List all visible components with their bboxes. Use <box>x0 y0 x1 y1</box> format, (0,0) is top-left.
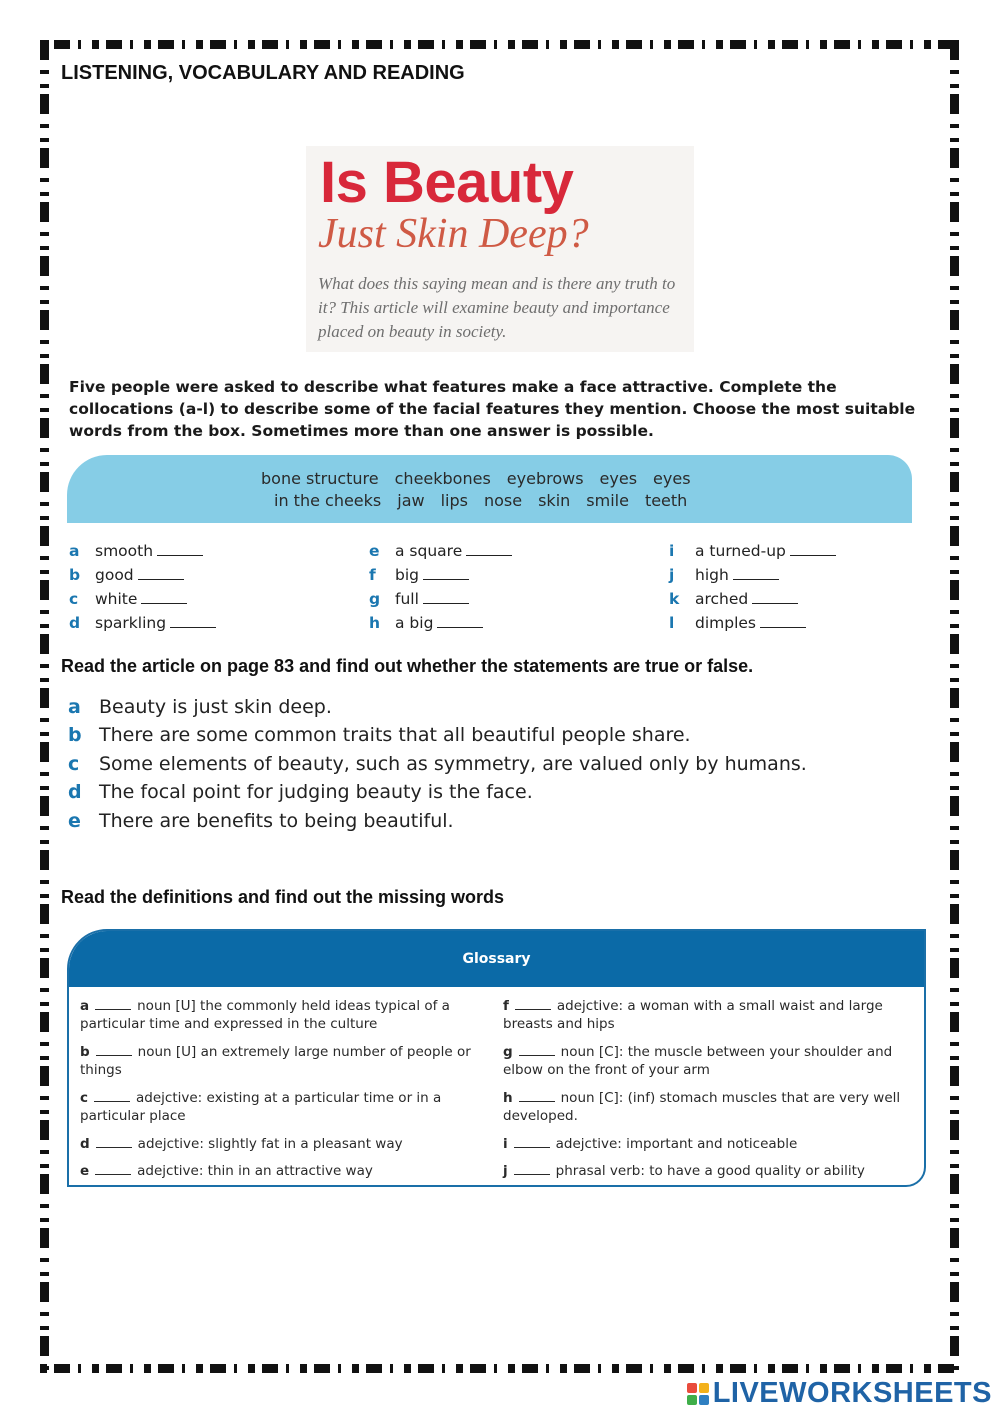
collocation-item: b good <box>69 564 184 586</box>
logo-tile <box>687 1395 697 1405</box>
answer-blank[interactable] <box>170 613 216 628</box>
word-box-word: smile <box>586 491 629 510</box>
answer-blank[interactable] <box>760 613 806 628</box>
answer-blank[interactable] <box>95 998 131 1010</box>
glossary-item: a noun [U] the commonly held ideas typical of a particular time and expressed in the culture <box>80 998 450 1032</box>
answer-blank[interactable] <box>96 1136 132 1148</box>
frame-right-border <box>950 40 959 1370</box>
answer-blank[interactable] <box>157 541 203 556</box>
glossary-item: c adejctive: existing at a particular time or in a particular place <box>80 1090 442 1124</box>
collocation-item: f big <box>369 564 469 586</box>
collocation-item: g full <box>369 588 469 610</box>
collocation-item: a smooth <box>69 540 203 562</box>
statement-item: c Some elements of beauty, such as symmetry, are valued only by humans. <box>68 753 807 775</box>
answer-blank[interactable] <box>138 565 184 580</box>
article-intro: What does this saying mean and is there any truth to it? This article will examine beauty and importance placed on beauty in society. <box>318 274 676 341</box>
answer-blank[interactable] <box>514 1136 550 1148</box>
answer-blank[interactable] <box>519 1044 555 1056</box>
word-box-word: jaw <box>397 491 425 510</box>
frame-left-border <box>40 40 49 1370</box>
glossary-box <box>67 929 926 1187</box>
liveworksheets-logo-icon <box>687 1383 709 1405</box>
glossary-item: f adejctive: a woman with a small waist and large breasts and hips <box>503 998 883 1032</box>
word-box-word: nose <box>483 491 523 510</box>
liveworksheets-brand[interactable] <box>687 1377 992 1410</box>
collocation-item: i a turned-up <box>669 540 836 562</box>
answer-blank[interactable] <box>519 1090 555 1102</box>
answer-blank[interactable] <box>141 589 187 604</box>
collocation-item: h a big <box>369 612 483 634</box>
word-box-word: eyes <box>653 469 691 488</box>
collocation-item: j high <box>669 564 779 586</box>
answer-blank[interactable] <box>94 1090 130 1102</box>
frame-bottom-border <box>40 1364 958 1373</box>
glossary-item: g noun [C]: the muscle between your shoulder and elbow on the front of your arm <box>503 1044 893 1078</box>
collocation-item: e a square <box>369 540 512 562</box>
glossary-title: Glossary <box>69 931 924 987</box>
word-box-row-1 <box>261 469 707 488</box>
word-box-word: cheekbones <box>394 469 491 488</box>
logo-tile <box>699 1383 709 1393</box>
statement-item: a Beauty is just skin deep. <box>68 696 332 718</box>
exercise-instructions: Five people were asked to describe what features make a face attractive. Complete the collocations (a-l) to describe some of the facial features they mention. Choose the most suitable words from the box. Sometimes more than one answer is possible. <box>69 378 916 440</box>
glossary-item: b noun [U] an extremely large number of people or things <box>80 1044 471 1078</box>
glossary-item: e adejctive: thin in an attractive way <box>80 1163 373 1179</box>
answer-blank[interactable] <box>423 589 469 604</box>
collocation-item: c white <box>69 588 187 610</box>
true-false-heading: Read the article on page 83 and find out whether the statements are true or false. <box>61 656 754 676</box>
collocation-item: k arched <box>669 588 798 610</box>
word-box-word: skin <box>538 491 571 510</box>
answer-blank[interactable] <box>423 565 469 580</box>
answer-blank[interactable] <box>752 589 798 604</box>
answer-blank[interactable] <box>96 1044 132 1056</box>
answer-blank[interactable] <box>790 541 836 556</box>
collocation-item: l dimples <box>669 612 806 634</box>
article-header-image <box>306 146 694 352</box>
glossary-item: j phrasal verb: to have a good quality or ability <box>503 1163 865 1179</box>
word-box-word: lips <box>440 491 468 510</box>
collocation-item: d sparkling <box>69 612 216 634</box>
answer-blank[interactable] <box>733 565 779 580</box>
article-subtitle: Just Skin Deep? <box>318 211 589 257</box>
word-box-word: in the cheeks <box>274 491 382 510</box>
glossary-item: h noun [C]: (inf) stomach muscles that are very well developed. <box>503 1090 901 1124</box>
definitions-heading: Read the definitions and find out the missing words <box>61 887 505 907</box>
word-box-word: teeth <box>644 491 688 510</box>
glossary-item: i adejctive: important and noticeable <box>503 1136 798 1152</box>
statement-item: d The focal point for judging beauty is the face. <box>68 781 533 803</box>
word-box <box>67 455 912 523</box>
frame-top-border <box>40 40 958 49</box>
word-box-word: eyes <box>599 469 638 488</box>
answer-blank[interactable] <box>437 613 483 628</box>
answer-blank[interactable] <box>514 1163 550 1175</box>
statement-item: b There are some common traits that all beautiful people share. <box>68 724 691 746</box>
statement-item: e There are benefits to being beautiful. <box>68 810 454 832</box>
answer-blank[interactable] <box>466 541 512 556</box>
answer-blank[interactable] <box>515 998 551 1010</box>
answer-blank[interactable] <box>95 1163 131 1175</box>
word-box-word: eyebrows <box>506 469 584 488</box>
word-box-word: bone structure <box>261 469 379 488</box>
logo-tile <box>699 1395 709 1405</box>
word-box-row-2 <box>274 491 703 510</box>
logo-tile <box>687 1383 697 1393</box>
glossary-item: d adejctive: slightly fat in a pleasant way <box>80 1136 403 1152</box>
article-title: Is Beauty <box>320 150 574 215</box>
page-title: LISTENING, VOCABULARY AND READING <box>61 62 465 84</box>
brand-name: LIVEWORKSHEETS <box>712 1377 992 1409</box>
